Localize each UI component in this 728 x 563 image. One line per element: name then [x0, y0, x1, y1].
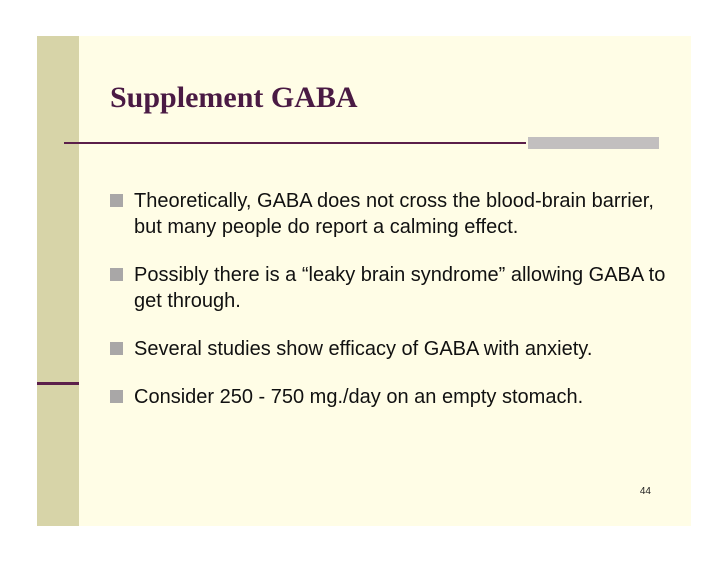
square-bullet-icon	[110, 342, 123, 355]
bullet-list	[110, 188, 670, 432]
bullet-text: Theoretically, GABA does not cross the blood-brain barrier, but many people do report a calming effect.	[134, 190, 654, 238]
bullet-item	[110, 262, 670, 314]
bullet-text: Consider 250 - 750 mg./day on an empty stomach.	[134, 386, 584, 408]
slide-number: 44	[639, 486, 651, 497]
bullet-item	[110, 188, 670, 240]
slide-title: Supplement GABA	[110, 81, 358, 114]
square-bullet-icon	[110, 268, 123, 281]
bullet-text: Several studies show efficacy of GABA with anxiety.	[134, 338, 593, 360]
square-bullet-icon	[110, 390, 123, 403]
title-divider	[64, 142, 526, 144]
slide	[37, 36, 691, 526]
square-bullet-icon	[110, 194, 123, 207]
bullet-text: Possibly there is a “leaky brain syndrome” allowing GABA to get through.	[134, 264, 666, 312]
bullet-item	[110, 336, 670, 362]
left-sidebar-bar	[37, 36, 79, 526]
title-divider-block	[528, 137, 659, 149]
left-accent-line	[37, 382, 79, 385]
bullet-item	[110, 384, 670, 410]
